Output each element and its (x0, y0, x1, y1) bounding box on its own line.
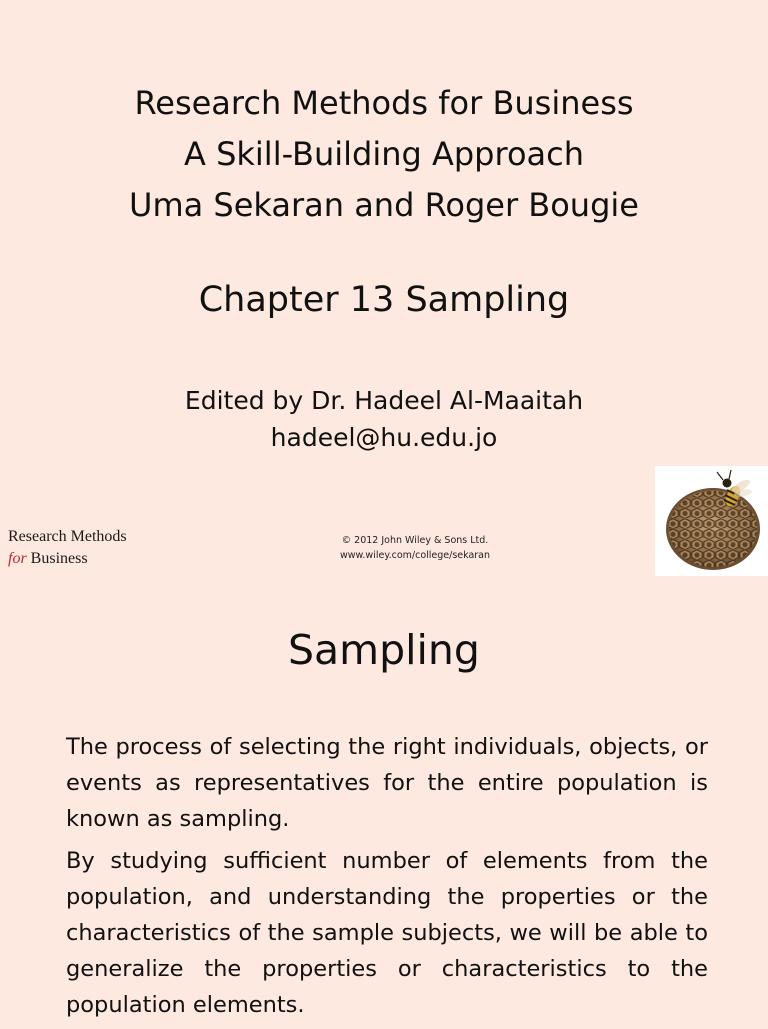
copyright-block (315, 533, 515, 563)
body-paragraph-2: By studying sufficient number of elements from the population, and understanding the properties or the characteristics of the sample subjects, we will be able to generalize the properties or characteristics to the population elements. (66, 848, 708, 1018)
website-text: www.wiley.com/college/sekaran (339, 550, 491, 561)
body-paragraph-1: The process of selecting the right individuals, objects, or events as representatives for the entire population is known as sampling. (66, 734, 708, 832)
editor-block (0, 382, 768, 456)
sampling-slide (0, 580, 768, 1024)
book-subtitle: A Skill-Building Approach (184, 135, 584, 173)
wasp-hive-image (655, 466, 768, 576)
editor-name: Edited by Dr. Hadeel Al-Maaitah (184, 386, 584, 415)
logo-line-1: Research Methods (8, 528, 127, 545)
wasp-hive-icon (655, 466, 768, 576)
book-authors: Uma Sekaran and Roger Bougie (129, 186, 639, 224)
slide-title: Sampling (288, 626, 480, 674)
book-title: Research Methods for Business (134, 84, 634, 122)
logo-line-2 (8, 548, 127, 570)
editor-email: hadeel@hu.edu.jo (270, 423, 498, 452)
logo-for-word: for (8, 550, 27, 567)
logo-business-word: Business (26, 550, 88, 567)
chapter-title: Chapter 13 Sampling (198, 280, 570, 320)
copyright-text: © 2012 John Wiley & Sons Ltd. (341, 535, 489, 546)
book-title-block (0, 78, 768, 231)
publisher-logo (8, 526, 127, 570)
slide-body (66, 729, 708, 1029)
